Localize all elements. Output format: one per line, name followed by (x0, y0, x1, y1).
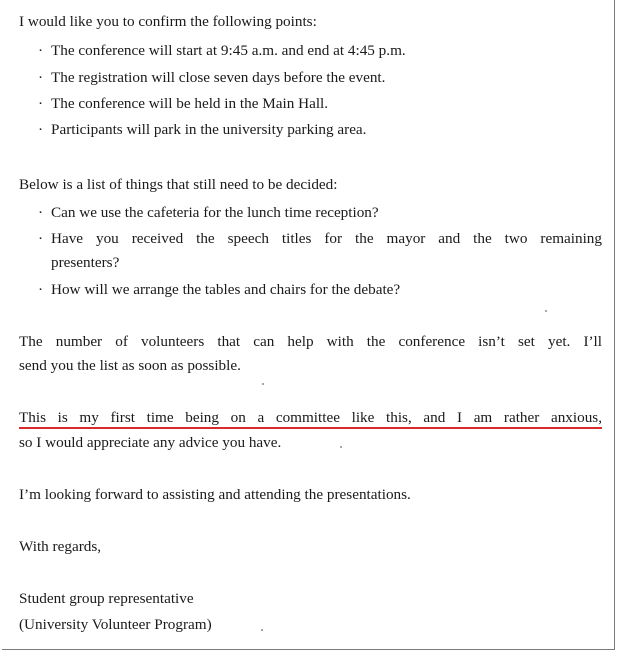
decide-item-2 (38, 229, 602, 249)
bullet-icon: · (38, 204, 44, 221)
volunteers-line-2: send you the list as soon as possible. (19, 357, 241, 374)
scan-speck (340, 446, 342, 448)
bullet-icon: · (38, 230, 44, 247)
confirm-item-3-text: The conference will be held in the Main Hall. (51, 95, 329, 112)
confirm-item-2-text: The registration will close seven days before the event. (51, 69, 386, 86)
bullet-icon: · (38, 281, 44, 298)
signature-program: (University Volunteer Program) (19, 616, 212, 633)
confirm-item-4-text: Participants will park in the university parking area. (51, 121, 367, 138)
scan-speck (545, 310, 547, 312)
red-underline-highlight: This is my first time being on a committee like this, and I am rather anxious, (19, 409, 602, 429)
scan-speck (261, 629, 263, 631)
decide-item-1-text: Can we use the cafeteria for the lunch time reception? (51, 204, 379, 221)
confirm-item-1-text: The conference will start at 9:45 a.m. and end at 4:45 p.m. (51, 42, 406, 59)
committee-line-1 (19, 408, 602, 428)
decide-item-2-text: Have you received the speech titles for the mayor and the two remaining (51, 230, 602, 247)
bullet-icon: · (38, 121, 44, 138)
decide-intro: Below is a list of things that still need to be decided: (19, 176, 338, 193)
confirm-intro: I would like you to confirm the following points: (19, 13, 317, 30)
confirm-item-4 (38, 120, 366, 140)
closing-regards: With regards, (19, 538, 102, 555)
bullet-icon: · (38, 69, 44, 86)
confirm-item-2 (38, 68, 385, 88)
scan-speck (262, 383, 264, 385)
bullet-icon: · (38, 95, 44, 112)
committee-line-2: so I would appreciate any advice you have. (19, 434, 282, 451)
decide-item-2-continued: presenters? (51, 254, 120, 271)
closing-forward: I’m looking forward to assisting and attending the presentations. (19, 486, 411, 503)
confirm-item-3 (38, 94, 328, 114)
bullet-icon: · (38, 42, 44, 59)
decide-item-3 (38, 280, 400, 300)
decide-item-3-text: How will we arrange the tables and chairs for the debate? (51, 281, 401, 298)
volunteers-line-1: The number of volunteers that can help with the conference isn’t set yet. I’ll (19, 333, 602, 350)
confirm-item-1 (38, 41, 406, 61)
signature-role: Student group representative (19, 590, 194, 607)
decide-item-1 (38, 203, 379, 223)
